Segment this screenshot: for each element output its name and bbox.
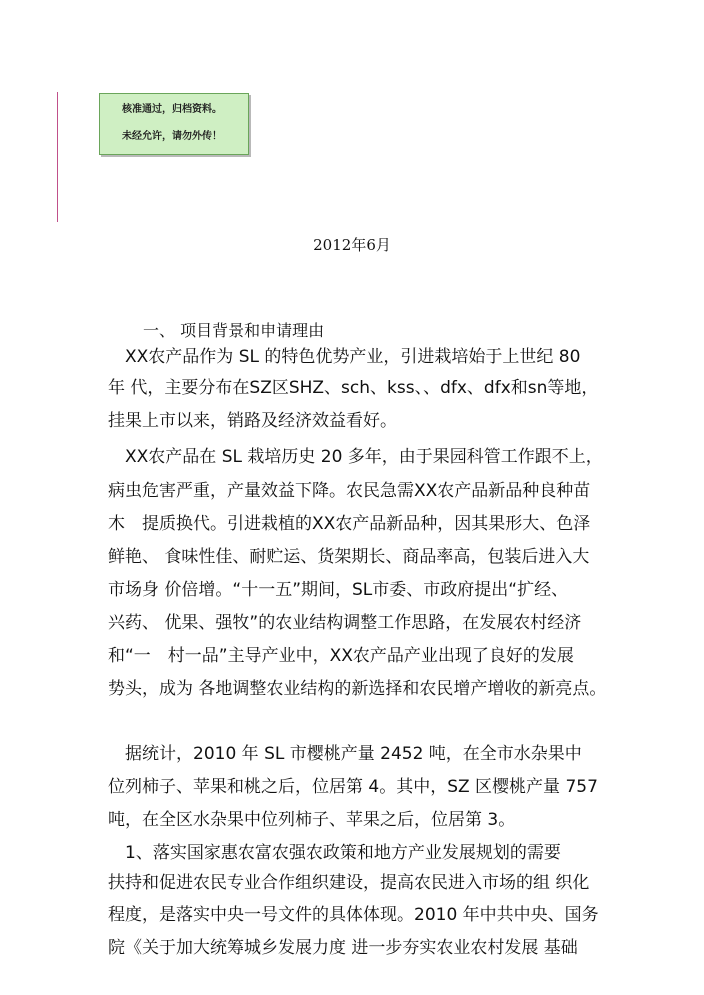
stamp-line-2: 未经允许，请勿外传！ bbox=[122, 131, 222, 142]
text-line: 市场身 价倍增。“十一五”期间，SL市委、市政府提出“扩经、 bbox=[108, 580, 569, 600]
text-line: 兴药、 优果、强牧”的农业结构调整工作思路，在发展农村经济 bbox=[108, 613, 582, 633]
text-line: 位列柿子、苹果和桃之后，位居第 4。其中，SZ 区樱桃产量 757 bbox=[108, 777, 598, 797]
text-line: 1、落实国家惠农富农强农政策和地方产业发展规划的需要 bbox=[108, 843, 561, 863]
text-line: 挂果上市以来，销路及经济效益看好。 bbox=[108, 411, 397, 431]
text-line: 鲜艳、 食味性佳、耐贮运、货架期长、商品率高，包装后进入大 bbox=[108, 547, 590, 567]
text-line: 程度，是落实中央一号文件的具体体现。2010 年中共中央、国务 bbox=[108, 905, 599, 925]
approval-stamp bbox=[99, 93, 249, 155]
section-heading: 一、 项目背景和申请理由 bbox=[143, 321, 325, 340]
text-line: 势头，成为 各地调整农业结构的新选择和农民增产增收的新亮点。 bbox=[108, 679, 607, 699]
text-line: 年 代，主要分布在SZ区SHZ、sch、kss、、dfx、dfx和sn等地， bbox=[108, 378, 599, 398]
text-line: 扶持和促进农民专业合作组织建设，提高农民进入市场的组 织化 bbox=[108, 873, 590, 893]
text-line: 据统计，2010 年 SL 市樱桃产量 2452 吨，在全市水杂果中 bbox=[108, 744, 582, 764]
text-line: 吨，在全区水杂果中位列柿子、苹果之后，位居第 3。 bbox=[108, 810, 516, 830]
document-date: 2012年6月 bbox=[313, 236, 391, 254]
text-line: 木 提质换代。引进栽植的XX农产品新品种，因其果形大、色泽 bbox=[108, 514, 591, 534]
text-line: 和“一 村一品”主导产业中，XX农产品产业出现了良好的发展 bbox=[108, 646, 574, 666]
text-line: 院《关于加大统筹城乡发展力度 进一步夯实农业农村发展 基础 bbox=[108, 938, 578, 958]
margin-line bbox=[57, 92, 58, 222]
text-line: XX农产品在 SL 栽培历史 20 多年，由于果园科管工作跟不上， bbox=[108, 447, 603, 467]
stamp-line-1: 核准通过，归档资料。 bbox=[122, 104, 222, 115]
text-line: XX农产品作为 SL 的特色优势产业，引进栽培始于上世纪 80 bbox=[108, 347, 581, 367]
text-line: 病虫危害严重，产量效益下降。农民急需XX农产品新品种良种苗 bbox=[108, 481, 591, 501]
